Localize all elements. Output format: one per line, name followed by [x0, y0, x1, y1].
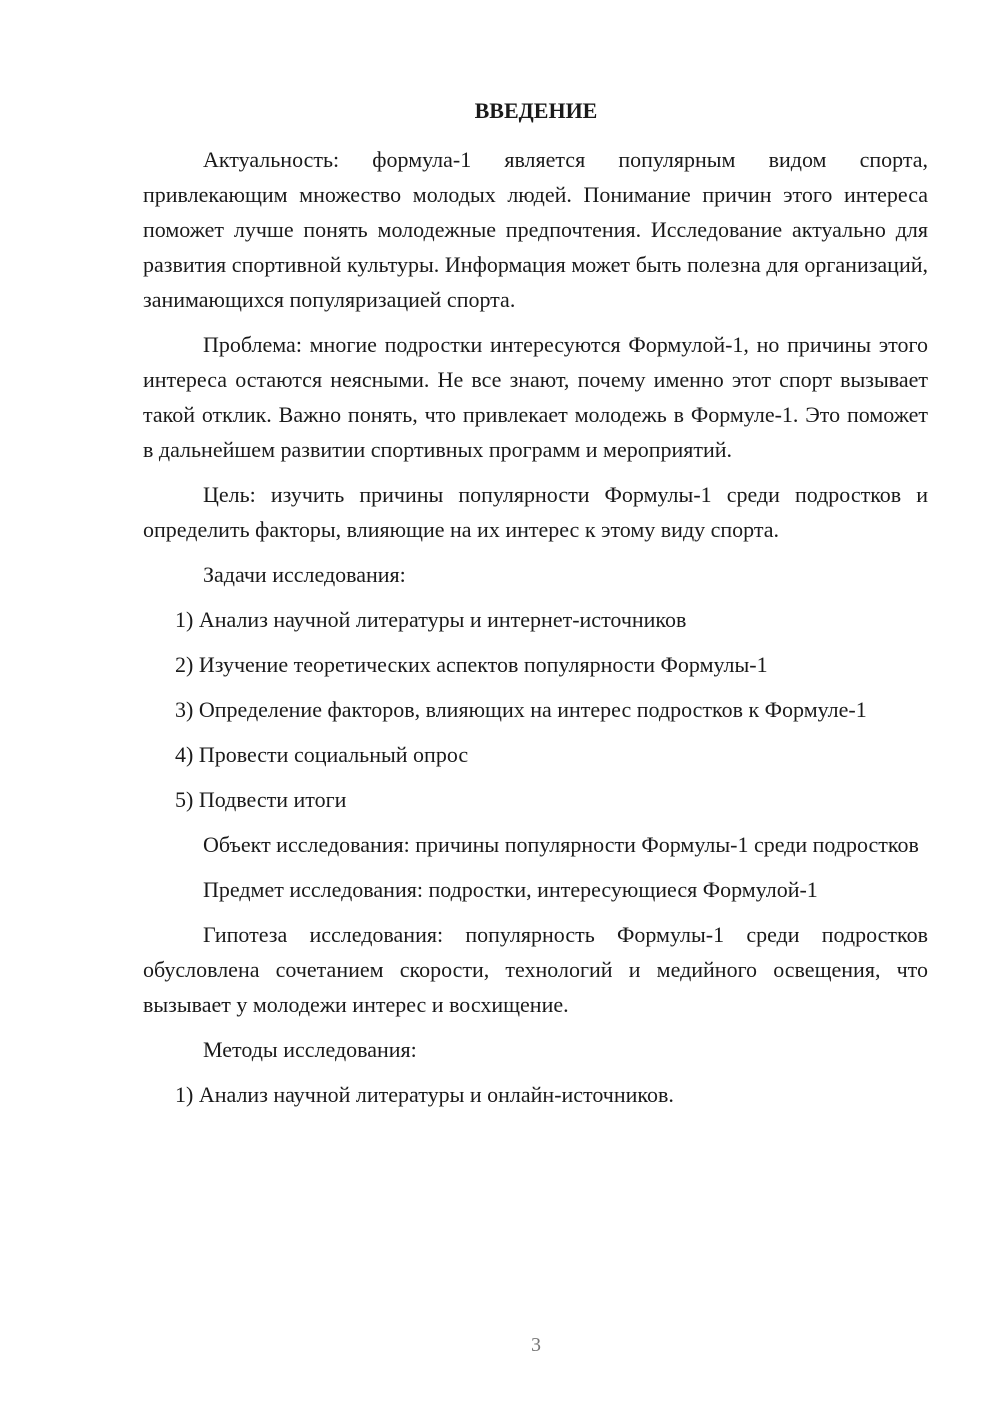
paragraph-object: Объект исследования: причины популярности Формулы-1 среди подростков	[203, 832, 919, 857]
paragraph-hypothesis: Гипотеза исследования: популярность Формулы-1 среди подростков обусловлена сочетанием скорости, технологий и медийного освещения, что вызывает у молодежи интерес и восхищение.	[143, 922, 928, 1017]
section-title: ВВЕДЕНИЕ	[474, 98, 598, 123]
page-number: 3	[531, 1334, 541, 1356]
paragraph-problem: Проблема: многие подростки интересуются Формулой-1, но причины этого интереса остаются неясными. Не все знают, почему именно этот спорт вызывает такой отклик. Важно понять, что привлекает молодежь в Формуле-1. Это поможет в дальнейшем развитии спортивных программ и мероприятий.	[143, 332, 928, 462]
paragraph-goal: Цель: изучить причины популярности Формулы-1 среди подростков и определить факторы, влияющие на их интерес к этому виду спорта.	[143, 482, 928, 542]
paragraph-relevance: Актуальность: формула-1 является популярным видом спорта, привлекающим множество молодых людей. Понимание причин этого интереса поможет лучше понять молодежные предпочтения. Исследование актуально для развития спортивной культуры. Информация может быть полезна для организаций, занимающихся популяризацией спорта.	[143, 147, 928, 312]
task-item-5: 5) Подвести итоги	[175, 787, 347, 812]
task-item-3: 3) Определение факторов, влияющих на интерес подростков к Формуле-1	[175, 697, 867, 722]
methods-heading: Методы исследования:	[203, 1037, 417, 1062]
body-text	[143, 142, 928, 1122]
method-item-1: 1) Анализ научной литературы и онлайн-источников.	[175, 1082, 674, 1107]
task-item-2: 2) Изучение теоретических аспектов популярности Формулы-1	[175, 652, 768, 677]
task-item-1: 1) Анализ научной литературы и интернет-источников	[175, 607, 687, 632]
task-item-4: 4) Провести социальный опрос	[175, 742, 469, 767]
paragraph-subject: Предмет исследования: подростки, интересующиеся Формулой-1	[203, 877, 818, 902]
tasks-heading: Задачи исследования:	[203, 562, 406, 587]
